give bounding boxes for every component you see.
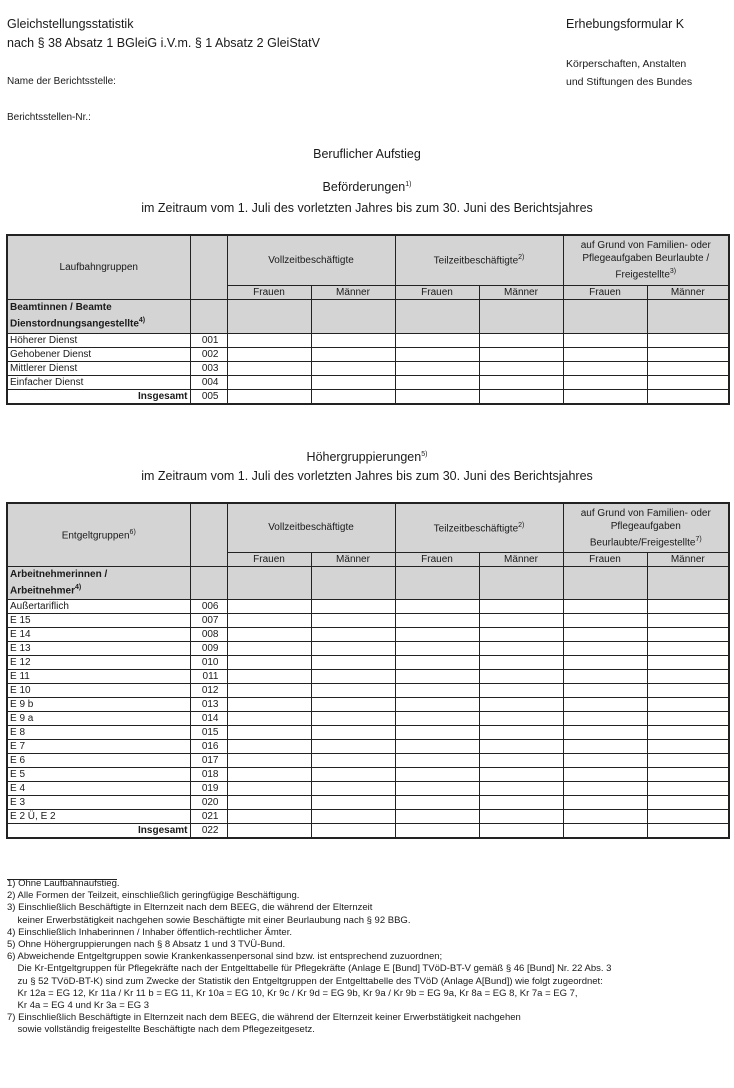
input-cell[interactable] [395,669,479,683]
input-cell[interactable] [227,683,311,697]
input-cell[interactable] [647,725,729,739]
row-code: 022 [190,823,227,838]
input-cell[interactable] [227,669,311,683]
input-cell[interactable] [227,333,311,347]
row-code: 015 [190,725,227,739]
footnote-line: 5) Ohne Höhergruppierungen nach § 8 Absatz 1 und 3 TVÜ-Bund. [7,939,286,951]
input-cell[interactable] [227,795,311,809]
table-row [7,655,729,669]
input-cell[interactable] [647,739,729,753]
upgrades-table [6,502,730,839]
input-cell[interactable] [227,781,311,795]
input-cell[interactable] [395,795,479,809]
row-code: 005 [190,389,227,404]
row-code: 003 [190,361,227,375]
input-cell[interactable] [479,375,563,389]
row-code: 012 [190,683,227,697]
table-row [7,669,729,683]
input-cell[interactable] [395,389,479,404]
col-header-men: Männer [479,285,563,299]
input-cell[interactable] [227,347,311,361]
row-code: 006 [190,599,227,613]
row-label: E 13 [7,641,190,655]
input-cell[interactable] [563,627,647,641]
input-cell[interactable] [227,613,311,627]
input-cell[interactable] [311,753,395,767]
footnote-line: 3) Einschließlich Beschäftigte in Elternzeit nach dem BEEG, die während der Elternzeit [7,902,373,914]
col-header-women: Frauen [563,552,647,566]
input-cell[interactable] [311,683,395,697]
input-cell[interactable] [395,781,479,795]
total-label: Insgesamt [7,823,190,838]
col-header-full-time: Vollzeitbeschäftigte [227,503,395,552]
table-row [7,599,729,613]
input-cell[interactable] [563,767,647,781]
row-code: 020 [190,795,227,809]
input-cell[interactable] [647,781,729,795]
input-cell[interactable] [563,641,647,655]
input-cell[interactable] [563,599,647,613]
input-cell[interactable] [311,599,395,613]
table-row [7,361,729,375]
input-cell[interactable] [311,655,395,669]
input-cell[interactable] [311,767,395,781]
input-cell[interactable] [311,725,395,739]
table-row [7,711,729,725]
category-civil-servants: Beamtinnen / Beamte Dienstordnungsangestellte$^{4)}$ [7,299,190,333]
input-cell[interactable] [227,375,311,389]
row-label: E 8 [7,725,190,739]
input-cell[interactable] [647,361,729,375]
input-cell[interactable] [395,375,479,389]
input-cell[interactable] [311,389,395,404]
row-label: E 4 [7,781,190,795]
input-cell[interactable] [227,697,311,711]
input-cell[interactable] [563,739,647,753]
input-cell[interactable] [647,655,729,669]
table-row [7,641,729,655]
row-label: E 6 [7,753,190,767]
input-cell[interactable] [311,375,395,389]
input-cell[interactable] [311,613,395,627]
input-cell[interactable] [563,361,647,375]
input-cell[interactable] [311,669,395,683]
scope-line-1: Körperschaften, Anstalten [566,58,687,70]
footnote-line: 4) Einschließlich Inhaberinnen / Inhaber öffentlich-rechtlicher Ämter. [7,926,292,938]
input-cell[interactable] [227,753,311,767]
section-title: Beruflicher Aufstieg [313,147,421,161]
footnote-line: Kr 4a = EG 4 und Kr 3a = EG 3 [7,1000,150,1012]
col-header-career-groups: Laufbahngruppen [7,235,190,299]
title-line-2: nach § 38 Absatz 1 BGleiG i.V.m. § 1 Absatz 2 GleiStatV [7,36,320,50]
input-cell[interactable] [311,333,395,347]
input-cell[interactable] [479,725,563,739]
input-cell[interactable] [479,795,563,809]
input-cell[interactable] [227,809,311,823]
input-cell[interactable] [395,823,479,838]
table-row [7,375,729,389]
input-cell[interactable] [227,599,311,613]
input-cell[interactable] [647,683,729,697]
input-cell[interactable] [311,641,395,655]
input-cell[interactable] [563,669,647,683]
row-label: E 10 [7,683,190,697]
input-cell[interactable] [563,347,647,361]
input-cell[interactable] [395,599,479,613]
input-cell[interactable] [227,767,311,781]
col-header-women: Frauen [227,285,311,299]
table-row [7,613,729,627]
row-code: 021 [190,809,227,823]
footnotes [7,878,611,1037]
input-cell[interactable] [647,389,729,404]
input-cell[interactable] [395,739,479,753]
reporting-office-number-label: Berichtsstellen-Nr.: [7,112,91,123]
input-cell[interactable] [563,613,647,627]
input-cell[interactable] [479,613,563,627]
row-label: E 12 [7,655,190,669]
table-row [7,697,729,711]
footnote-line: sowie vollständig freigestellte Beschäftigte nach dem Pflegezeitgesetz. [7,1024,315,1036]
row-label: Gehobener Dienst [7,347,190,361]
input-cell[interactable] [647,767,729,781]
input-cell[interactable] [311,781,395,795]
input-cell[interactable] [479,361,563,375]
row-label: E 14 [7,627,190,641]
row-label: E 15 [7,613,190,627]
col-header-code [190,503,227,566]
table-row [7,683,729,697]
row-label: E 3 [7,795,190,809]
table-row [7,739,729,753]
input-cell[interactable] [647,711,729,725]
col-header-leave: auf Grund von Familien- oder Pflegeaufgaben Beurlaubte / Freigestellte$^{3)}$ [563,235,729,285]
col-header-women: Frauen [395,552,479,566]
input-cell[interactable] [647,753,729,767]
input-cell[interactable] [479,683,563,697]
input-cell[interactable] [479,655,563,669]
col-header-leave: auf Grund von Familien- oder Pflegeaufgaben Beurlaubte/Freigestellte$^{7)}$ [563,503,729,552]
input-cell[interactable] [311,809,395,823]
row-label: E 5 [7,767,190,781]
row-label: E 9 a [7,711,190,725]
footnote-line: 7) Einschließlich Beschäftigte in Elternzeit nach dem BEEG, die während der Elternzeit keiner Erwerbstätigkeit nachgehen [7,1012,521,1024]
table2-title-text: Höhergruppierungen [306,450,422,464]
input-cell[interactable] [395,361,479,375]
input-cell[interactable] [311,711,395,725]
row-code: 007 [190,613,227,627]
input-cell[interactable] [479,599,563,613]
input-cell[interactable] [563,809,647,823]
input-cell[interactable] [227,361,311,375]
table1-title [0,180,734,194]
input-cell[interactable] [563,683,647,697]
input-cell[interactable] [563,711,647,725]
input-cell[interactable] [563,389,647,404]
col-header-women: Frauen [563,285,647,299]
row-code: 002 [190,347,227,361]
input-cell[interactable] [563,753,647,767]
input-cell[interactable] [563,655,647,669]
input-cell[interactable] [647,669,729,683]
col-header-men: Männer [647,552,729,566]
input-cell[interactable] [227,739,311,753]
total-label: Insgesamt [7,389,190,404]
input-cell[interactable] [227,725,311,739]
input-cell[interactable] [479,739,563,753]
input-cell[interactable] [647,809,729,823]
input-cell[interactable] [311,347,395,361]
footnote-line: zu § 52 TVöD-BT-K) sind zum Zwecke der Statistik den Entgeltgruppen der Entgelttabelle des TVöD (Anlage A[Bund]) wie folgt zugeordnet: [7,975,603,987]
input-cell[interactable] [563,333,647,347]
col-header-code [190,235,227,299]
input-cell[interactable] [479,711,563,725]
input-cell[interactable] [395,333,479,347]
row-code: 010 [190,655,227,669]
input-cell[interactable] [647,641,729,655]
table-row [7,347,729,361]
footnote-line: Die Kr-Entgeltgruppen für Pflegekräfte nach der Entgelttabelle für Pflegekräfte (Anlage E [Bund] TVöD-BT-V gemäß § 46 [Bund] Nr. 22 Abs. 3 [7,963,612,975]
row-code: 017 [190,753,227,767]
promotions-table [6,234,730,405]
input-cell[interactable] [479,823,563,838]
row-code: 009 [190,641,227,655]
form-name: Erhebungsformular K [566,17,685,31]
row-label: E 11 [7,669,190,683]
input-cell[interactable] [479,333,563,347]
input-cell[interactable] [311,823,395,838]
input-cell[interactable] [647,697,729,711]
input-cell[interactable] [227,641,311,655]
input-cell[interactable] [479,697,563,711]
title-line-1: Gleichstellungsstatistik [7,17,134,31]
table-row [7,767,729,781]
col-header-men: Männer [479,552,563,566]
input-cell[interactable] [311,361,395,375]
footnote-line: 2) Alle Formen der Teilzeit, einschließlich geringfügige Beschäftigung. [7,890,300,902]
input-cell[interactable] [395,767,479,781]
footnote-line: 6) Abweichende Entgeltgruppen sowie Krankenkassenpersonal sind bzw. ist entsprechend zuzuordnen; [7,951,443,963]
col-header-part-time: Teilzeitbeschäftigte$^{2)}$ [395,235,563,285]
table1-title-footnote: 1) [405,180,412,188]
input-cell[interactable] [227,711,311,725]
input-cell[interactable] [479,347,563,361]
input-cell[interactable] [479,641,563,655]
input-cell[interactable] [395,711,479,725]
form-header-title [7,15,320,53]
col-header-women: Frauen [227,552,311,566]
row-label: E 7 [7,739,190,753]
input-cell[interactable] [395,655,479,669]
input-cell[interactable] [479,669,563,683]
col-header-full-time: Vollzeitbeschäftigte [227,235,395,285]
col-header-women: Frauen [395,285,479,299]
input-cell[interactable] [395,641,479,655]
input-cell[interactable] [395,697,479,711]
row-code: 014 [190,711,227,725]
col-header-men: Männer [311,285,395,299]
input-cell[interactable] [647,599,729,613]
input-cell[interactable] [395,809,479,823]
row-code: 019 [190,781,227,795]
table-row [7,725,729,739]
row-code: 013 [190,697,227,711]
input-cell[interactable] [395,627,479,641]
input-cell[interactable] [479,627,563,641]
input-cell[interactable] [563,375,647,389]
input-cell[interactable] [395,725,479,739]
input-cell[interactable] [647,333,729,347]
input-cell[interactable] [227,389,311,404]
table-row [7,333,729,347]
input-cell[interactable] [647,347,729,361]
table-row [7,809,729,823]
reporting-office-name-label: Name der Berichtsstelle: [7,76,116,87]
input-cell[interactable] [647,795,729,809]
row-code: 011 [190,669,227,683]
input-cell[interactable] [311,795,395,809]
input-cell[interactable] [395,613,479,627]
row-code: 004 [190,375,227,389]
table1-title-text: Beförderungen [322,180,406,194]
footnote-line: keiner Erwerbstätigkeit nachgehen sowie Beschäftigte mit einer Beurlaubung nach § 92 BBG. [7,914,411,926]
col-header-men: Männer [311,552,395,566]
input-cell[interactable] [563,697,647,711]
row-code: 008 [190,627,227,641]
input-cell[interactable] [227,655,311,669]
input-cell[interactable] [395,683,479,697]
table1-subtitle: im Zeitraum vom 1. Juli des vorletzten Jahres bis zum 30. Juni des Berichtsjahres [141,201,593,215]
table-row [7,627,729,641]
input-cell[interactable] [311,697,395,711]
col-header-pay-groups: Entgeltgruppen$^{6)}$ [7,503,190,566]
table2-title [0,450,734,464]
input-cell[interactable] [479,389,563,404]
input-cell[interactable] [563,795,647,809]
input-cell[interactable] [563,781,647,795]
row-code: 016 [190,739,227,753]
input-cell[interactable] [227,823,311,838]
input-cell[interactable] [227,627,311,641]
input-cell[interactable] [563,823,647,838]
row-label: Höherer Dienst [7,333,190,347]
scope-line-2: und Stiftungen des Bundes [566,76,693,88]
table2-subtitle: im Zeitraum vom 1. Juli des vorletzten Jahres bis zum 30. Juni des Berichtsjahres [141,469,593,483]
input-cell[interactable] [479,781,563,795]
input-cell[interactable] [647,823,729,838]
input-cell[interactable] [395,347,479,361]
input-cell[interactable] [647,375,729,389]
row-label: E 2 Ü, E 2 [7,809,190,823]
footnote-line: Kr 12a = EG 12, Kr 11a / Kr 11 b = EG 11, Kr 10a = EG 10, Kr 9c / Kr 9d = EG 9b, Kr 9a / Kr 9b = EG 9a, Kr 8a = EG 8, Kr 7a = EG 7, [7,987,578,999]
row-code: 018 [190,767,227,781]
row-label: Mittlerer Dienst [7,361,190,375]
input-cell[interactable] [479,753,563,767]
col-header-men: Männer [647,285,729,299]
table2-title-footnote: 5) [421,450,428,458]
input-cell[interactable] [647,613,729,627]
row-label: E 9 b [7,697,190,711]
table-row [7,795,729,809]
form-scope [566,55,692,91]
input-cell[interactable] [479,767,563,781]
input-cell[interactable] [395,753,479,767]
category-employees: Arbeitnehmerinnen / Arbeitnehmer$^{4)}$ [7,566,190,599]
input-cell[interactable] [311,627,395,641]
input-cell[interactable] [563,725,647,739]
input-cell[interactable] [479,809,563,823]
table-row [7,781,729,795]
input-cell[interactable] [647,627,729,641]
table-row [7,753,729,767]
input-cell[interactable] [311,739,395,753]
row-label: Einfacher Dienst [7,375,190,389]
footnote-line: 1) Ohne Laufbahnaufstieg. [7,878,120,889]
col-header-part-time: Teilzeitbeschäftigte$^{2)}$ [395,503,563,552]
row-label: Außertariflich [7,599,190,613]
row-code: 001 [190,333,227,347]
